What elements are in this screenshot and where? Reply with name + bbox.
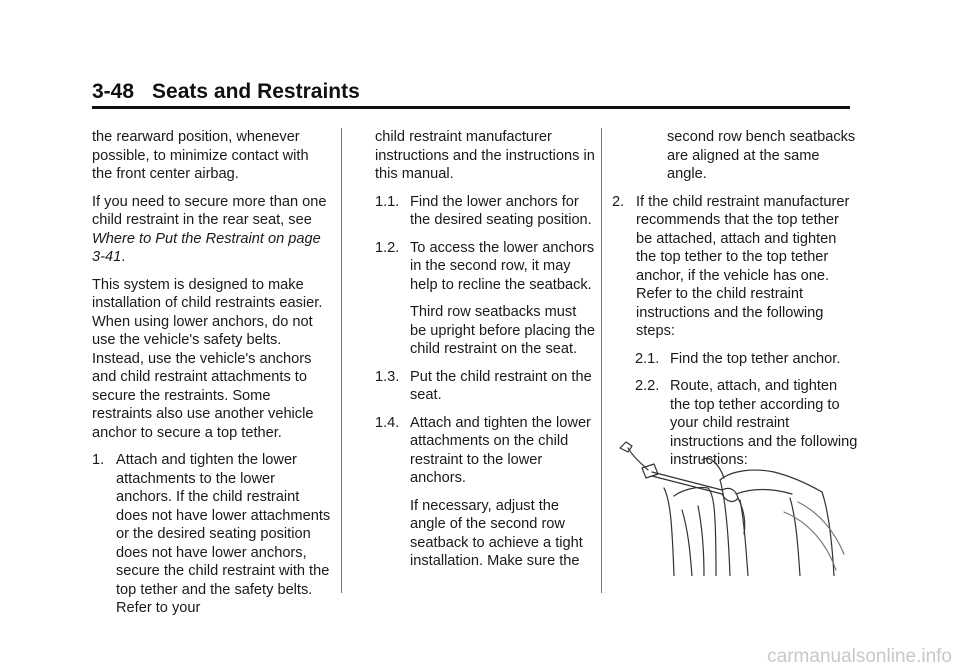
list-text: Find the top tether anchor. [670,350,841,367]
list-number: 1.3. [375,368,400,385]
section-title: Seats and Restraints [152,80,360,103]
list-item [375,368,595,405]
paragraph: If you need to secure more than one child restraint in the rear seat, see Where to Put the Restraint on page 3-41. [92,193,327,265]
column-1 [92,128,332,627]
list-number: 2.1. [635,350,660,367]
column-2 [375,128,595,580]
paragraph: the rearward position, whenever possible, to minimize contact with the front center airbag. [92,129,309,182]
list-text: Attach and tighten the lower attachments to the lower anchors. If the child restraint does not have lower attachments or the desired seating position does not have lower anchors, secure the child restraint with the top tether and the safety belts. Refer to your [116,452,331,616]
list-text: Route, attach, and tighten the top tether according to your child restraint instructions and the following instructions: [670,378,858,468]
list-number: 2.2. [635,378,660,394]
paragraph: This system is designed to make installation of child restraints easier. When using lower anchors, do not use the vehicle's safety belts. Instead, use the vehicle's anchors and child restraint attachments to secure the restraints. Some restraints also use another vehicle anchor to secure a top tether. [92,276,323,441]
column-divider-1 [341,128,342,593]
list-item [375,414,595,488]
list-text: Put the child restraint on the seat. [410,368,592,403]
list-number: 1.4. [375,414,400,431]
list-item [92,451,332,618]
seat-tether-illustration [612,430,848,576]
page-header [92,80,850,104]
cross-reference-link[interactable]: Where to Put the Restraint on page 3-41 [92,230,321,265]
list-number: 1.1. [375,193,400,210]
list-item [375,193,595,230]
list-item [612,193,858,341]
list-number: 1.2. [375,239,400,256]
continued-paragraph: second row bench seatbacks are aligned at the same angle. [667,129,856,182]
column-3 [612,128,858,479]
list-text: Attach and tighten the lower attachments on the child restraint to the lower anchors. [410,414,591,486]
header-rule [92,106,850,109]
list-text: If the child restraint manufacturer recommends that the top tether be attached, attach and tighten the top tether to the top tether anchor, if the vehicle has one. Refer to the child restraint instructions and the following steps: [636,193,850,339]
note-paragraph: If necessary, adjust the angle of the second row seatback to achieve a tight installation. Make sure the [410,497,583,569]
list-number: 2. [612,193,625,210]
list-text: To access the lower anchors in the second row, it may help to recline the seatback. [410,239,595,293]
list-number: 1. [92,452,105,468]
column-divider-2 [601,128,602,593]
list-text: Find the lower anchors for the desired seating position. [410,193,592,228]
list-item [612,350,858,369]
paragraph: child restraint manufacturer instructions and the instructions in this manual. [375,129,595,182]
note-paragraph: Third row seatbacks must be upright before placing the child restraint on the seat. [410,304,595,357]
page-number: 3-48 [92,80,135,103]
list-item [375,239,595,295]
watermark: carmanualsonline.info [767,646,952,667]
